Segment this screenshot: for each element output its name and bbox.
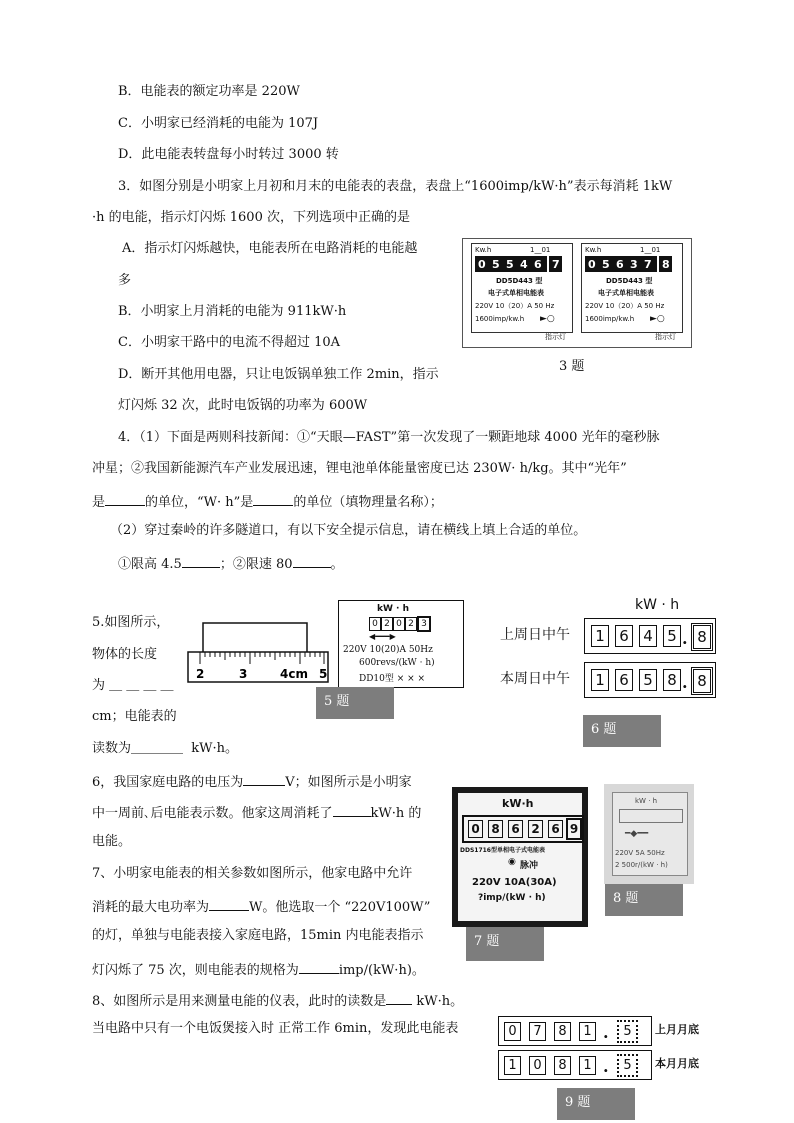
pulse-indicator-icon: ◉ xyxy=(508,857,516,867)
q4-text: ；②限速 80 xyxy=(219,557,293,572)
meter-digit-window xyxy=(475,256,547,272)
q3-option-c: C．小明家干路中的电流不得超过 10A xyxy=(118,335,341,350)
indicator-arrow-icon: ►○ xyxy=(650,314,665,324)
meter-revs: 2 500r/(kW · h) xyxy=(615,861,668,869)
q8-caption: 8 题 xyxy=(605,884,683,916)
q9-row1-meter xyxy=(498,1016,652,1046)
decimal-point: . xyxy=(682,673,688,692)
q8-text: kW·h。 xyxy=(416,994,464,1009)
q6-line3: 电能。 xyxy=(92,834,132,849)
q4-text: 的单位，“W· h”是 xyxy=(145,495,254,510)
q5-meter xyxy=(338,600,464,688)
q9-caption: 9 题 xyxy=(557,1088,635,1120)
meter-digit-1: 1 xyxy=(591,669,609,691)
q6-text: 6，我国家庭电路的电压为 xyxy=(92,775,244,790)
q6-caption: 6 题 xyxy=(583,715,661,747)
q4-line4: （2）穿过秦岭的许多隧道口，有以下安全提示信息，请在横线上填上合适的单位。 xyxy=(110,523,587,538)
meter-digit-5: 7 xyxy=(644,258,652,271)
ruler-label-2: 2 xyxy=(196,667,205,681)
ruler-label-5: 5 xyxy=(319,667,328,681)
q6-row2-label: 本周日中午 xyxy=(500,671,570,687)
meter-digit-4: 3 xyxy=(630,258,638,271)
q3-option-a-line2: 多 xyxy=(118,273,132,288)
meter-digit-3: 6 xyxy=(508,820,523,838)
meter-digit-4: 4 xyxy=(520,258,528,271)
q6-line1 xyxy=(92,771,412,792)
meter-name: 电子式单相电能表 xyxy=(598,289,654,297)
q7-text: imp/(kW·h)。 xyxy=(338,963,425,978)
meter-imp: 1600imp/kw.h xyxy=(475,315,525,323)
q5-line3: 为 ＿ ＿ ＿ ＿ xyxy=(92,678,174,693)
meter-digit-3: 8 xyxy=(554,1022,571,1041)
meter-revs: 600revs/(kW · h) xyxy=(359,658,435,668)
meter-digit-2: 2 xyxy=(381,617,393,631)
meter-unit: kW · h xyxy=(635,797,658,805)
meter-digit-3: 5 xyxy=(506,258,514,271)
meter-model: DD5D443 型 xyxy=(606,277,653,285)
q7-text: W。他选取一个 “220V100W” xyxy=(249,900,431,915)
meter-name: 电子式单相电能表 xyxy=(488,289,544,297)
q6-row1-label: 上周日中午 xyxy=(500,627,570,643)
q3-meters-figure xyxy=(462,238,692,348)
q7-text: 灯闪烁了 75 次，则电能表的规格为 xyxy=(92,963,299,978)
q5-caption: 5 题 xyxy=(316,687,394,719)
q6-row2-meter xyxy=(584,662,716,698)
meter-last-digit: 5 xyxy=(617,1020,638,1043)
q3-option-b: B．小明家上月消耗的电能为 911kW·h xyxy=(118,304,347,319)
ruler-label-3: 3 xyxy=(239,667,248,681)
meter-imp: ?imp/(kW · h) xyxy=(478,893,546,903)
meter-rating: 220V 5A 50Hz xyxy=(615,849,665,857)
meter-last-digit: 9 xyxy=(566,818,582,840)
q6-text: kW·h 的 xyxy=(370,806,422,821)
meter-last-digit-window xyxy=(659,256,672,272)
q7-blank-imp[interactable] xyxy=(299,959,339,974)
q3-option-d-line2: 灯闪烁 32 次，此时电饭锅的功率为 600W xyxy=(118,398,368,413)
q4-line2: 冲星；②我国新能源汽车产业发展迅速，锂电池单体能量密度已达 230W· h/kg。其中“光年” xyxy=(92,461,627,476)
meter-digit-3: 5 xyxy=(639,669,657,691)
meter-unit: kW·h xyxy=(502,797,534,810)
ruler-label-4cm: 4cm xyxy=(280,667,308,681)
q5-line1: 5.如图所示， xyxy=(92,615,170,630)
q8-blank-reading[interactable] xyxy=(386,990,412,1005)
decimal-point: . xyxy=(603,1057,609,1076)
q8-meter-photo xyxy=(604,784,694,884)
q7-line2 xyxy=(92,896,430,917)
meter-digit-3: 4 xyxy=(639,625,657,647)
q5-ruler-figure xyxy=(186,620,331,686)
meter-digit-4: 2 xyxy=(528,820,543,838)
meter-digit-3: 8 xyxy=(554,1056,571,1075)
q9-row2-meter xyxy=(498,1050,652,1080)
meter-code: 1__01 xyxy=(530,246,551,254)
q4-blank-speed-unit[interactable] xyxy=(293,553,331,568)
q7-line3: 的灯，单独与电能表接入家庭电路，15min 内电能表指示 xyxy=(92,928,424,943)
meter-digit-window xyxy=(619,809,683,823)
meter-model: DD10型 × × × xyxy=(359,674,426,684)
q6-text: V；如图所示是小明家 xyxy=(285,775,412,790)
meter-disc-icon: ━◆━━ xyxy=(625,829,649,839)
q3-stem-line1: 3．如图分别是小明家上月初和月末的电能表的表盘，表盘上“1600imp/kW·h”表示每消耗 1kW xyxy=(118,179,673,194)
q7-blank-max-power[interactable] xyxy=(209,896,249,911)
meter-digit-window xyxy=(462,815,584,843)
meter-digit-5: 6 xyxy=(534,258,542,271)
meter-digit-1: 0 xyxy=(468,820,483,838)
q6-line2 xyxy=(92,802,421,823)
q6-row1-meter xyxy=(584,618,716,654)
decimal-point: . xyxy=(682,629,688,648)
q5-text: kW·h。 xyxy=(191,741,239,756)
q3-option-d-line1: D．断开其他用电器，只让电饭锅单独工作 2min，指示 xyxy=(118,367,439,382)
q8-meter-face xyxy=(612,792,688,876)
meter-digit-1: 1 xyxy=(591,625,609,647)
q8-text: 8、如图所示是用来测量电能的仪表，此时的读数是 xyxy=(92,994,387,1009)
meter-digit-3: 0 xyxy=(393,617,405,631)
meter-digit-1: 0 xyxy=(369,617,381,631)
q6-blank-voltage[interactable] xyxy=(243,771,285,786)
q4-text: 。 xyxy=(330,557,344,572)
meter-last-digit: 5 xyxy=(617,1054,638,1077)
q4-line3 xyxy=(92,491,443,512)
q8-line1 xyxy=(92,990,463,1011)
meter-digit-1: 0 xyxy=(588,258,596,271)
meter-digit-2: 7 xyxy=(529,1022,546,1041)
meter-digit-4: 5 xyxy=(663,625,681,647)
meter-rating: 220V 10(20)A 50Hz xyxy=(343,645,433,655)
q9-row1-label: 上月月底 xyxy=(655,1023,699,1036)
q5-text: 读数为＿＿＿＿ xyxy=(92,741,184,756)
q7-line4 xyxy=(92,959,425,980)
meter-digit-4: 1 xyxy=(579,1056,596,1075)
meter-disc-icon: ◀━━━▶ xyxy=(369,632,396,641)
meter-last-digit-window xyxy=(549,256,562,272)
q7-caption: 7 题 xyxy=(466,927,544,961)
q4-blank-lightyear[interactable] xyxy=(105,491,145,506)
meter-digit-3: 6 xyxy=(616,258,624,271)
meter-digit-2: 6 xyxy=(615,625,633,647)
q4-blank-height-unit[interactable] xyxy=(182,553,220,568)
q4-line5 xyxy=(118,553,344,574)
q7-meter-photo xyxy=(452,787,588,927)
meter-digit-1: 0 xyxy=(504,1022,521,1041)
meter-lamp-label: 指示灯 xyxy=(655,333,676,341)
q4-text: 的单位（填物理量名称）； xyxy=(293,495,443,510)
meter-unit: Kw.h xyxy=(475,246,492,254)
q3-option-a-line1: A．指示灯闪烁越快，电能表所在电路消耗的电能越 xyxy=(122,241,418,256)
meter-digit-4: 8 xyxy=(663,669,681,691)
q5-line4: cm；电能表的 xyxy=(92,709,177,724)
meter-rating: 220V 10A(30A) xyxy=(472,877,557,888)
q7-line1: 7、小明家电能表的相关参数如图所示，他家电路中允许 xyxy=(92,866,413,881)
meter-imp: 1600imp/kw.h xyxy=(585,315,635,323)
q4-blank-wh[interactable] xyxy=(253,491,293,506)
q9-row2-label: 本月月底 xyxy=(655,1057,699,1070)
q5-line2: 物体的长度 xyxy=(92,647,158,662)
q7-text: 消耗的最大电功率为 xyxy=(92,900,210,915)
meter-digit-window xyxy=(585,256,657,272)
q3-meter-month-start xyxy=(471,243,573,333)
q3-stem-line2: ·h 的电能，指示灯闪烁 1600 次，下列选项中正确的是 xyxy=(92,210,410,225)
meter-pulse: 脉冲 xyxy=(520,861,539,871)
meter-digit-2: 0 xyxy=(529,1056,546,1075)
meter-digit-1: 1 xyxy=(504,1056,521,1075)
meter-last-digit: 8 xyxy=(662,258,670,271)
meter-digit-2: 5 xyxy=(492,258,500,271)
q4-line1: 4．（1）下面是两则科技新闻：①“天眼—FAST”第一次发现了一颗距地球 4000 光年的毫秒脉 xyxy=(118,430,660,445)
q2-option-b: B．电能表的额定功率是 220W xyxy=(118,84,300,99)
meter-last-digit: 8 xyxy=(691,623,713,651)
meter-digit-2: 6 xyxy=(615,669,633,691)
meter-unit: Kw.h xyxy=(585,246,602,254)
meter-model: DDS1716型单相电子式电能表 xyxy=(460,847,545,854)
q8-line2: 当电路中只有一个电饭煲接入时 正常工作 6min，发现此电能表 xyxy=(92,1021,459,1036)
meter-model: DD5D443 型 xyxy=(496,277,543,285)
meter-digit-2: 5 xyxy=(602,258,610,271)
q6-text: 中一周前､后电能表示数。他家这周消耗了 xyxy=(92,806,333,821)
meter-digit-1: 0 xyxy=(478,258,489,271)
meter-digit-row xyxy=(369,616,431,632)
q3-meter-month-end xyxy=(581,243,683,333)
meter-digit-4: 1 xyxy=(579,1022,596,1041)
meter-digit-4: 2 xyxy=(405,617,417,631)
meter-rating: 220V 10（20）A 50 Hz xyxy=(585,302,665,310)
q6-blank-energy[interactable] xyxy=(333,802,371,817)
indicator-arrow-icon: ►○ xyxy=(540,314,555,324)
q7-meter-face xyxy=(458,793,582,921)
q4-text: ①限高 4.5 xyxy=(118,557,182,572)
meter-digit-2: 8 xyxy=(488,820,503,838)
q2-option-d: D．此电能表转盘每小时转过 3000 转 xyxy=(118,147,339,162)
q3-caption: 3 题 xyxy=(559,359,585,374)
meter-last-digit: 7 xyxy=(552,258,560,271)
meter-unit: kW · h xyxy=(377,604,410,614)
decimal-point: . xyxy=(603,1023,609,1042)
meter-last-digit: 8 xyxy=(691,667,713,695)
meter-code: 1__01 xyxy=(640,246,661,254)
meter-rating: 220V 10（20）A 50 Hz xyxy=(475,302,555,310)
meter-last-digit: 3 xyxy=(417,616,431,632)
q2-option-c: C．小明家已经消耗的电能为 107J xyxy=(118,116,319,131)
q5-line5 xyxy=(92,740,238,758)
measured-block xyxy=(203,623,307,653)
q4-text: 是 xyxy=(92,495,106,510)
meter-lamp-label: 指示灯 xyxy=(545,333,566,341)
meter-digit-5: 6 xyxy=(548,820,563,838)
q6-unit: kW · h xyxy=(635,597,680,613)
